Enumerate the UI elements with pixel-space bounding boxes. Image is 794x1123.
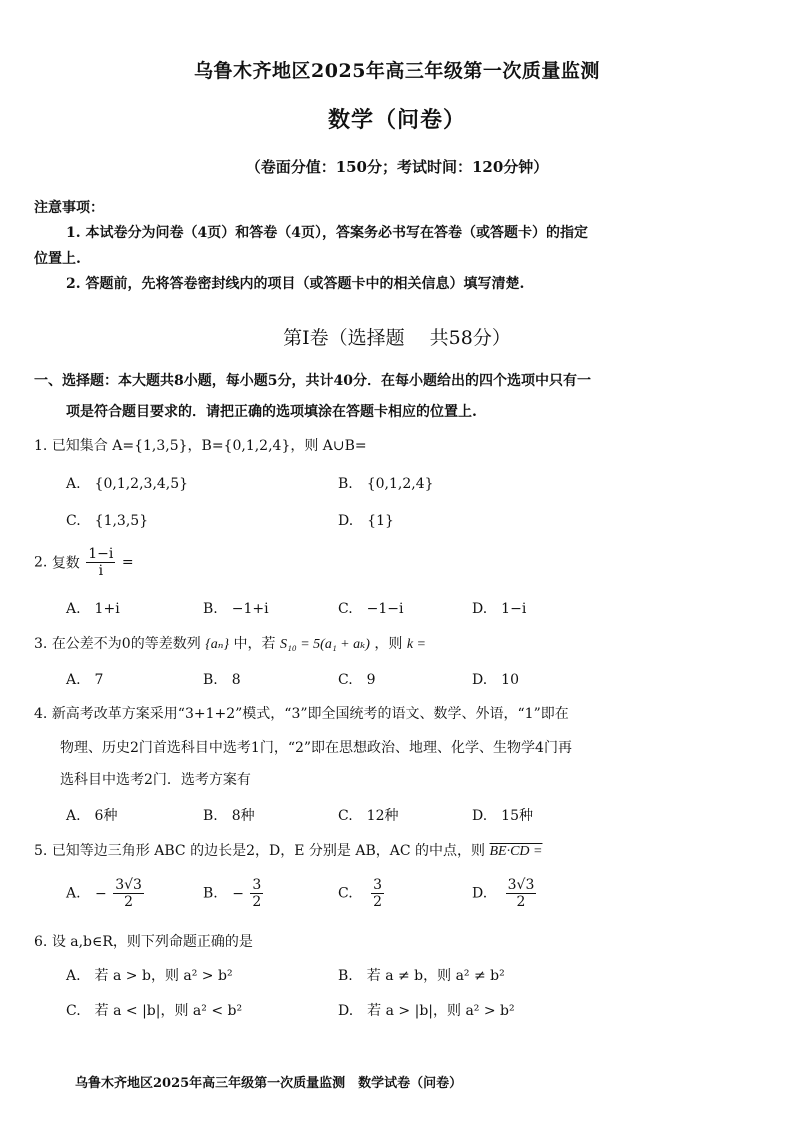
fraction-denominator: 2 (373, 894, 383, 910)
question-5 (34, 840, 542, 860)
score-info: （卷面分值：150分；考试时间：120分钟） (245, 158, 549, 176)
unknown-k: k = (406, 637, 426, 652)
section-intro-line-1: 一、选择题：本大题共8小题，每小题5分，共计40分．在每小题给出的四个选项中只有一 (34, 373, 591, 389)
question-6 (34, 931, 253, 951)
option-label: B. (203, 885, 218, 902)
q5-option-a (66, 877, 146, 910)
question-4-line-2: 物理、历史2门首选科目中选考1门，“2”即在思想政治、地理、化学、生物学4门再 (60, 740, 572, 756)
question-stem-part-3: ，则 (374, 636, 403, 652)
q2-option-c: C. −1−i (338, 601, 404, 617)
q1-option-c: C. {1,3,5} (66, 513, 149, 529)
option-label: C. (338, 885, 353, 902)
q3-option-c: C. 9 (338, 672, 376, 688)
option-fraction (250, 877, 263, 910)
q6-option-b: B. 若 a ≠ b，则 a² ≠ b² (338, 968, 505, 984)
q6-option-c: C. 若 a < |b|，则 a² < b² (66, 1003, 243, 1019)
exam-title: 乌鲁木齐地区2025年高三年级第一次质量监测 (194, 60, 600, 82)
q2-option-d: D. 1−i (472, 601, 527, 617)
question-stem: 新高考改革方案采用“3+1+2”模式，“3”即全国统考的语文、数学、外语，“1”即在 (51, 706, 569, 722)
fraction-numerator: 3√3 (115, 877, 142, 893)
fraction-denominator: 2 (124, 894, 134, 910)
question-1 (34, 435, 367, 455)
question-4-line-3: 选科目中选考2门．选考方案有 (60, 772, 251, 788)
fraction-denominator: 2 (252, 894, 262, 910)
q2-option-a: A. 1+i (66, 601, 120, 617)
option-fraction (506, 877, 537, 910)
fraction-numerator: 3 (252, 877, 262, 893)
question-4-line-1 (34, 703, 569, 723)
sequence-symbol: {aₙ} (205, 637, 230, 652)
sum-condition: S₁₀ = 5(a₁ + aₖ) (279, 637, 370, 652)
fraction-denominator: i (98, 563, 104, 579)
notice-heading: 注意事项： (34, 200, 104, 216)
question-stem-part-2: 中，若 (233, 636, 276, 652)
notice-item-1-line-2: 位置上. (34, 251, 81, 267)
q5-option-b (203, 877, 265, 910)
q4-option-b: B. 8种 (203, 808, 255, 824)
question-3 (34, 633, 426, 653)
fraction-denominator: 2 (516, 894, 526, 910)
q2-option-b: B. −1+i (203, 601, 269, 617)
fraction-numerator: 3√3 (507, 877, 535, 893)
complex-fraction (86, 546, 115, 579)
option-label: D. (472, 885, 488, 902)
q1-option-b: B. {0,1,2,4} (338, 476, 434, 492)
question-number: 1. (34, 438, 48, 454)
q3-option-b: B. 8 (203, 672, 241, 688)
question-number: 2. (34, 554, 48, 571)
option-fraction (113, 877, 144, 910)
exam-subtitle: 数学（问卷） (327, 107, 466, 133)
question-2 (34, 546, 134, 579)
fraction-numerator: 1−i (88, 546, 114, 562)
page-footer: 乌鲁木齐地区2025年高三年级第一次质量监测 数学试卷（问卷） (75, 1076, 463, 1091)
option-fraction (371, 877, 384, 910)
equals-sign: = (121, 554, 134, 571)
q1-option-d: D. {1} (338, 513, 394, 529)
q4-option-a: A. 6种 (66, 808, 118, 824)
notice-item-2: 2. 答题前，先将答卷密封线内的项目（或答题卡中的相关信息）填写清楚. (66, 276, 525, 292)
question-stem: 已知集合 A={1,3,5}，B={0,1,2,4}，则 A∪B= (51, 438, 367, 454)
q4-option-d: D. 15种 (472, 808, 533, 824)
q6-option-d: D. 若 a > |b|，则 a² > b² (338, 1003, 515, 1019)
question-number: 4. (34, 706, 48, 722)
q1-option-a: A. {0,1,2,3,4,5} (66, 476, 189, 492)
q3-option-d: D. 10 (472, 672, 519, 688)
minus-sign: − (95, 885, 107, 902)
option-label: A. (66, 885, 81, 902)
notice-item-1-line-1: 1. 本试卷分为问卷（4页）和答卷（4页），答案务必书写在答卷（或答题卡）的指定 (66, 225, 588, 241)
question-number: 3. (34, 636, 48, 652)
question-stem: 已知等边三角形 ABC 的边长是2，D，E 分别是 AB，AC 的中点，则 (51, 843, 486, 859)
section-intro-line-2: 项是符合题目要求的．请把正确的选项填涂在答题卡相应的位置上. (66, 404, 477, 420)
question-stem-part-1: 在公差不为0的等差数列 (51, 636, 201, 652)
minus-sign: − (232, 885, 244, 902)
section-title: 第Ⅰ卷（选择题 共58分） (283, 327, 511, 349)
q5-option-d (472, 877, 538, 910)
vector-dot-product: BE·CD = (489, 844, 543, 859)
question-stem: 设 a,b∈R，则下列命题正确的是 (51, 934, 253, 950)
question-number: 6. (34, 934, 48, 950)
q4-option-c: C. 12种 (338, 808, 399, 824)
question-number: 5. (34, 843, 48, 859)
q6-option-a: A. 若 a > b，则 a² > b² (66, 968, 233, 984)
q5-option-c (338, 877, 386, 910)
question-stem: 复数 (51, 555, 80, 572)
q3-option-a: A. 7 (66, 672, 104, 688)
fraction-numerator: 3 (373, 877, 383, 893)
